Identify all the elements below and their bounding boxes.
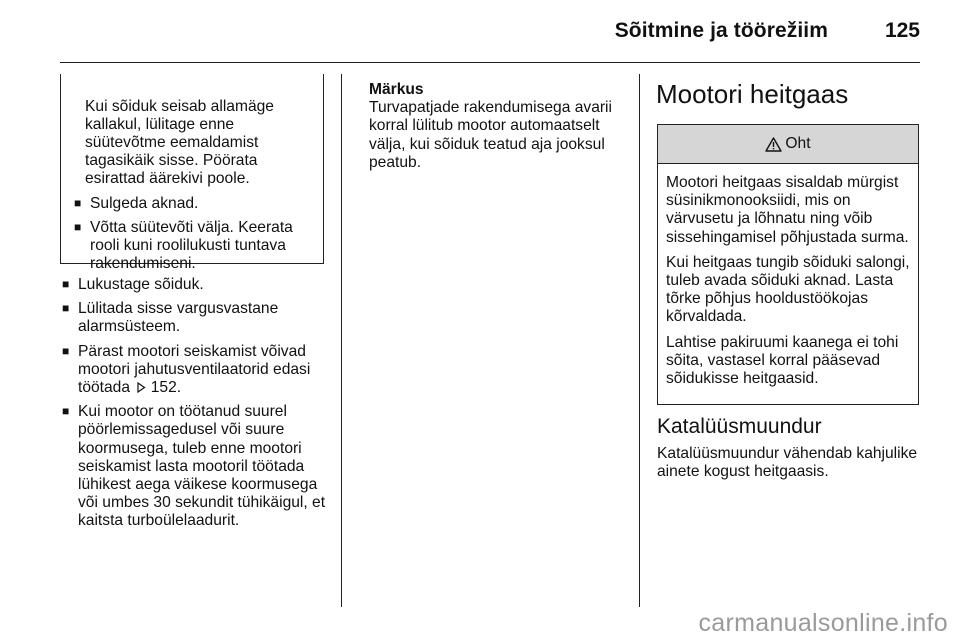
warning-paragraph: Mootori heitgaas sisaldab mürgist süsinikmonooksiidi, mis on värvusetu ja lõhnatu ning võib sissehingamisel põhjustada surma. [666, 174, 909, 246]
subsection-title: Katalüüsmuundur [657, 415, 822, 438]
middle-column [369, 81, 627, 172]
page-reference-arrow-icon [137, 382, 146, 393]
warning-header [658, 125, 918, 164]
bullet-mark: ■ [74, 219, 82, 234]
warning-box [657, 124, 919, 405]
list-item [61, 276, 329, 294]
list-item-text: Sulgeda aknad. [90, 194, 199, 212]
list-item [73, 219, 313, 274]
list-item [61, 300, 329, 336]
column-divider-left [341, 74, 342, 607]
section-title: Mootori heitgaas [656, 79, 849, 109]
list-item-text: Pärast mootori seiskamist võivad mootori jahutusventilaatorid edasi töötada [78, 342, 311, 397]
warning-paragraph: Kui heitgaas tungib sõiduki salongi, tuleb avada sõiduki aknad. Lasta tõrke põhjus hooldustöökojas kõrvaldada. [666, 253, 910, 326]
bullet-mark: ■ [62, 277, 70, 291]
column-divider-right [639, 74, 640, 607]
warning-body [658, 164, 918, 388]
subsection-text: Katalüüsmuundur vähendab kahjulike ainete kogust heitgaasis. [657, 445, 918, 481]
page-header-title: Sõitmine ja töörežiim [614, 19, 828, 42]
note-text: Turvapatjade rakendumisega avarii korral lülitub mootor automaatselt välja, kui sõiduk teatud aja jooksul peatub. [369, 99, 612, 171]
list-item [61, 343, 329, 398]
warning-paragraph: Lahtise pakiruumi kaanega ei tohi sõita, vastasel korral pääsevad sõidukisse heitgaasid. [666, 333, 899, 388]
note-title: Märkus [369, 81, 424, 98]
bullet-mark: ■ [62, 343, 70, 358]
subsection-text-block [657, 445, 919, 481]
warning-triangle-icon [765, 137, 782, 152]
left-column-list [61, 276, 329, 537]
list-item-text: Lukustage sõiduk. [78, 276, 204, 293]
page-number: 125 [884, 19, 920, 42]
list-item [61, 403, 329, 530]
header-rule [60, 62, 920, 63]
warning-label: Oht [785, 135, 811, 152]
continued-note-box [60, 74, 324, 273]
list-item-text: Võtta süütevõti välja. Keerata rooli kuni roolilukusti tuntava rakendumiseni. [90, 218, 293, 273]
list-item [73, 195, 313, 213]
page-reference[interactable]: 152. [150, 379, 182, 397]
bullet-mark: ■ [62, 301, 70, 316]
bullet-mark: ■ [62, 404, 70, 419]
bullet-mark: ■ [74, 195, 82, 210]
watermark: carmanualsonline.info [698, 609, 948, 637]
list-item-text: Kui mootor on töötanud suurel pöörlemissagedusel või suure koormusega, tuleb enne mootori seiskamist lasta mootoril töötada lühikest aega väikese koormusega või umbes 30 sekundit tühikäigul, et kaitsta turboülelaadurit. [78, 403, 326, 530]
box-lead-text: Kui sõiduk seisab allamäge kallakul, lülitage enne süütevõtme eemaldamist tagasikäik sisse. Pöörata esirattad äärekivi poole. [85, 97, 274, 188]
list-item-text: Lülitada sisse vargusvastane alarmsüsteem. [78, 300, 279, 336]
